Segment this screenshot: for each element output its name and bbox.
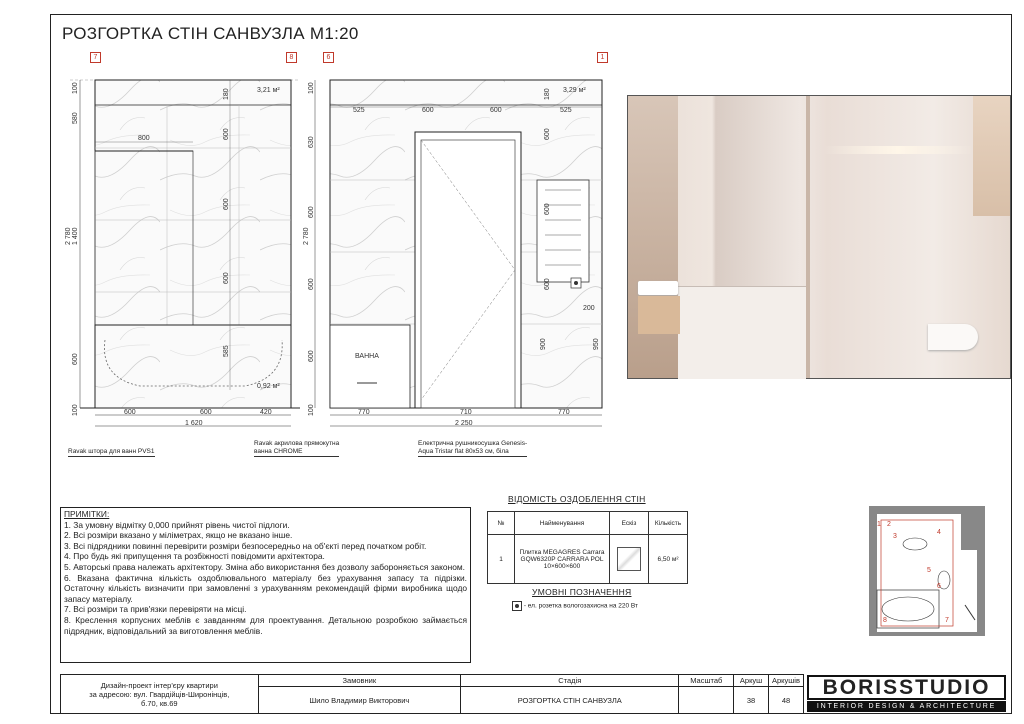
scale-value <box>679 687 734 714</box>
note-item: 1. За умовну відмітку 0,000 прийнят рівень чистої підлоги. <box>64 519 290 530</box>
svg-text:710: 710 <box>460 409 472 416</box>
material-quantity: 6,50 м² <box>649 535 688 584</box>
svg-text:600: 600 <box>308 206 315 218</box>
svg-text:600: 600 <box>544 128 551 140</box>
materials-header-row <box>488 512 688 535</box>
svg-text:1: 1 <box>877 521 881 528</box>
svg-text:770: 770 <box>558 409 570 416</box>
svg-text:900: 900 <box>540 338 547 350</box>
legend-title: УМОВНІ ПОЗНАЧЕННЯ <box>532 587 632 597</box>
socket-icon <box>512 601 522 611</box>
bathroom-render-image <box>627 95 1011 379</box>
svg-text:1 400: 1 400 <box>72 227 79 245</box>
svg-text:600: 600 <box>308 278 315 290</box>
project-line: за адресою: вул. Гвардійців-Широнінців, <box>89 689 230 699</box>
material-sketch <box>610 535 649 584</box>
curtain-caption: Ravak штора для ванн PVS1 <box>68 448 155 455</box>
svg-text:600: 600 <box>223 128 230 140</box>
material-name <box>515 535 610 584</box>
section-marker: 1 <box>597 52 608 63</box>
svg-text:100: 100 <box>72 404 79 416</box>
svg-text:950: 950 <box>593 338 600 350</box>
towel-caption-line: Aqua Tristar flat 80х53 см, біла <box>418 448 509 455</box>
svg-text:580: 580 <box>72 112 79 124</box>
tub-caption-line: Ravak акрилова прямокутна <box>254 440 340 447</box>
note-item: 2. Всі розміри вказано у міліметрах, якщо не вказано інше. <box>64 530 293 541</box>
svg-text:4: 4 <box>937 529 941 536</box>
note-item: 5. Авторські права належать архітектору. Зміна або використання без дозволу забороняється законом. <box>64 561 465 572</box>
sheets-total: 48 <box>768 687 803 714</box>
project-line: б.70, кв.69 <box>141 698 178 708</box>
sheet-title: РОЗГОРТКА СТІН САНВУЗЛА М1:20 <box>62 24 359 43</box>
stage-header: Стадія <box>461 675 679 687</box>
scale-header: Масштаб <box>679 675 734 687</box>
sheet-header: Аркуш <box>734 675 769 687</box>
svg-text:1 620: 1 620 <box>185 420 203 427</box>
svg-text:600: 600 <box>422 107 434 114</box>
svg-text:600: 600 <box>200 409 212 416</box>
header-cell: Ескіз <box>610 512 649 535</box>
material-name-line: Плитка MEGAGRES Carrara <box>519 548 605 556</box>
stage-value: РОЗГОРТКА СТІН САНВУЗЛА <box>461 687 679 714</box>
header-cell: Найменування <box>515 512 610 535</box>
svg-text:3: 3 <box>893 533 897 540</box>
svg-text:5: 5 <box>927 567 931 574</box>
sheet-number: 38 <box>734 687 769 714</box>
material-name-line: 10×600×600 <box>543 562 581 570</box>
towel-caption-line: Електрична рушникосушка Genesis- <box>418 440 528 447</box>
studio-logo-name: BORISSTUDIO <box>807 675 1006 700</box>
section-marker: 6 <box>323 52 334 63</box>
svg-text:180: 180 <box>223 88 230 100</box>
svg-text:3,29 м²: 3,29 м² <box>563 87 586 94</box>
svg-text:600: 600 <box>490 107 502 114</box>
svg-text:600: 600 <box>223 198 230 210</box>
svg-text:525: 525 <box>560 107 572 114</box>
svg-text:2 780: 2 780 <box>65 227 72 245</box>
title-block <box>60 674 804 714</box>
svg-text:6: 6 <box>937 583 941 590</box>
section-marker: 7 <box>90 52 101 63</box>
svg-text:0,92 м²: 0,92 м² <box>257 383 280 390</box>
note-item: 7. Всі розміри та прив'язки перевіряти на місці. <box>64 604 247 615</box>
header-cell: № <box>488 512 515 535</box>
svg-text:2 250: 2 250 <box>455 420 473 427</box>
sheets-header: Аркушів <box>768 675 803 687</box>
note-item: 4. Про будь які припущення та розбіжності повідомити архітектора. <box>64 551 325 562</box>
note-item: 3. Всі підрядники повинні перевірити розміри безпосередньо на об'єкті перед початком робіт. <box>64 540 427 551</box>
notes-panel <box>60 507 471 663</box>
svg-text:2 780: 2 780 <box>303 227 310 245</box>
svg-text:600: 600 <box>308 350 315 362</box>
svg-text:7: 7 <box>945 617 949 624</box>
note-item: 8. Креслення корпусних меблів є завданням для проектування. Детальною розробкою займається підрядник, відповідальний за виготовлення меблів. <box>64 614 467 636</box>
tub-caption <box>254 440 339 457</box>
svg-text:525: 525 <box>353 107 365 114</box>
svg-text:800: 800 <box>138 135 150 142</box>
studio-logo <box>805 674 1010 714</box>
notes-heading: ПРИМІТКИ: <box>64 509 110 519</box>
materials-table <box>487 511 688 584</box>
svg-text:100: 100 <box>308 404 315 416</box>
svg-text:600: 600 <box>72 353 79 365</box>
legend-row <box>512 601 638 611</box>
svg-text:770: 770 <box>358 409 370 416</box>
svg-text:600: 600 <box>124 409 136 416</box>
svg-text:585: 585 <box>223 345 230 357</box>
project-line: Дизайн-проект інтер'єру квартири <box>100 680 218 690</box>
svg-text:2: 2 <box>887 521 891 528</box>
note-item: 6. Вказана фактична кількість оздоблювального матеріалу без урахування запасу та підрізки. Остаточну кількість визначити при замовленні з урахуванням рекомендацій фірми виробника щодо запасу матеріалу. <box>64 572 467 604</box>
materials-title: ВІДОМІСТЬ ОЗДОБЛЕННЯ СТІН <box>508 494 646 504</box>
svg-text:100: 100 <box>72 82 79 94</box>
project-description <box>61 675 259 714</box>
header-cell: Кількість <box>649 512 688 535</box>
svg-text:200: 200 <box>583 305 595 312</box>
svg-text:8: 8 <box>883 617 887 624</box>
section-marker: 8 <box>286 52 297 63</box>
svg-text:600: 600 <box>544 278 551 290</box>
row-number: 1 <box>488 535 515 584</box>
svg-text:630: 630 <box>308 136 315 148</box>
svg-text:3,21 м²: 3,21 м² <box>257 87 280 94</box>
svg-text:600: 600 <box>223 272 230 284</box>
svg-text:ВАННА: ВАННА <box>355 353 379 360</box>
towel-caption <box>418 440 527 457</box>
client-header: Замовник <box>258 675 461 687</box>
client-name: Шило Владимир Викторович <box>258 687 461 714</box>
svg-text:100: 100 <box>308 82 315 94</box>
studio-logo-tagline: INTERIOR DESIGN & ARCHITECTURE <box>807 701 1006 712</box>
floor-plan-key <box>865 500 990 640</box>
right-wall-elevation <box>305 60 615 440</box>
material-name-line: GQW6320P CARRARA POL <box>520 555 604 563</box>
legend-item-text: - ел. розетка вологозахисна на 220 Вт <box>523 602 639 610</box>
left-wall-elevation <box>60 60 310 440</box>
svg-text:420: 420 <box>260 409 272 416</box>
materials-row <box>488 535 688 584</box>
svg-text:180: 180 <box>544 88 551 100</box>
tub-caption-line: ванна CHROME <box>254 448 303 455</box>
svg-text:600: 600 <box>544 203 551 215</box>
